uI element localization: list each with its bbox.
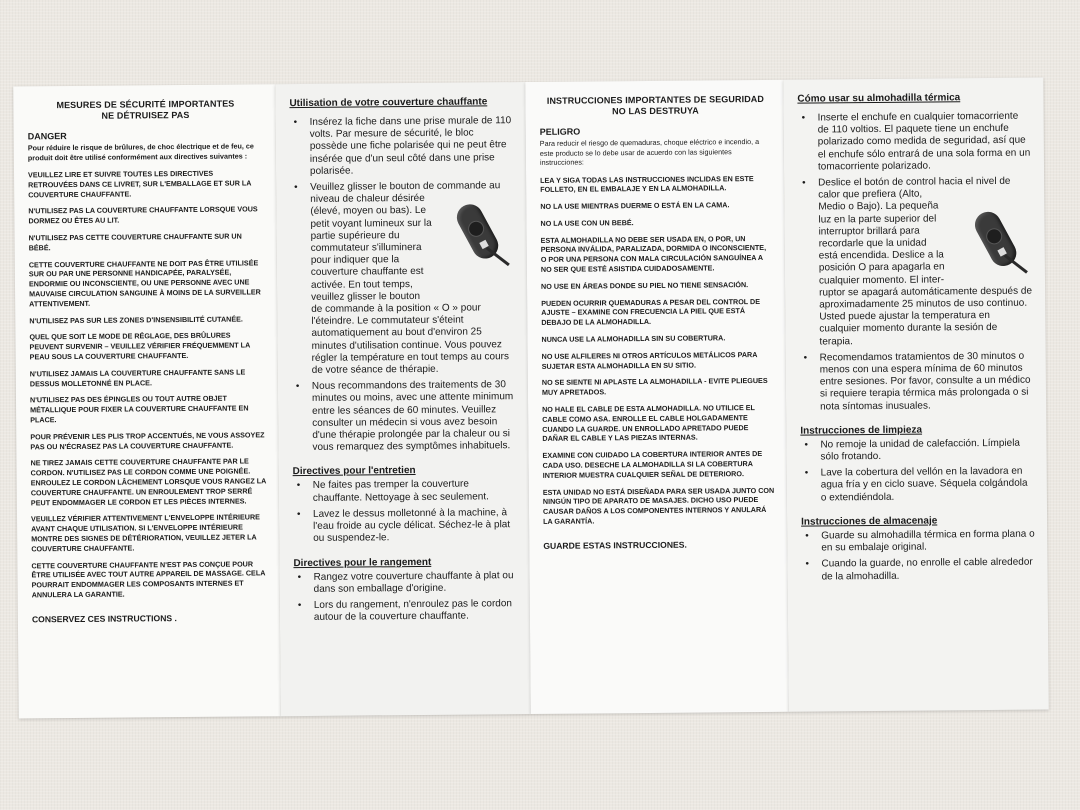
list-item: • Cuando la guarde, no enrolle el cable alrededor de la almohadilla. <box>801 557 1035 583</box>
safety-item: N'UTILISEZ JAMAIS LA COUVERTURE CHAUFFANTE SANS LE DESSUS MOLLETONNÉ EN PLACE. <box>29 367 246 388</box>
safety-closing: CONSERVEZ CES INSTRUCTIONS . <box>31 612 177 625</box>
storage-list <box>294 570 518 625</box>
list-item: • Inserte el enchufe en cualquier tomacorriente de 110 voltios. El paquete tiene un enchufe polarizado como medida de seguridad, así que el enchufe sólo entrará de una sola forma en un tomacorriente polarizado. <box>798 111 1033 174</box>
usage-list <box>798 111 1035 414</box>
safety-item: NUNCA USE LA ALMOHADILLA SIN SU COBERTURA. <box>541 333 726 344</box>
danger-label: DANGER <box>27 131 67 142</box>
safety-item: ESTA ALMOHADILLA NO DEBE SER USADA EN, O POR, UN PERSONA INVÁLIDA, PARALIZADA, DORMIDA O INCONSCIENTE, O POR UNA PERSONA CON MALA CIRCULACIÓN SANGUÍNEA A NO SER QUE ESTÉ ASISTIDA CUIDADOSAMENTE. <box>540 233 767 274</box>
safety-item: N'UTILISEZ PAS CETTE COUVERTURE CHAUFFANTE SUR UN BÉBÉ. <box>28 231 242 253</box>
list-item: • Guarde su almohadilla térmica en forma plana o en su embalaje original. <box>801 528 1035 554</box>
safety-item: VEUILLEZ LIRE ET SUIVRE TOUTES LES DIRECTIVES RETROUVÉES DANS CE LIVRET, SUR L'EMBALLAGE ET SUR LA COUVERTURE CHAUFFANTE. <box>27 168 252 199</box>
safety-item: N'UTILISEZ PAS DES ÉPINGLES OU TOUT AUTRE OBJET MÉTALLIQUE POUR FIXER LA COUVERTURE CHAUFFANTE EN PLACE. <box>29 393 249 425</box>
list-item: • Deslice el botón de control hacia el nivel de calor que prefiera (Alto, Medio o Bajo). La pequeña luz en la parte superior del interruptor brillará para recordarle que la unidad está encendida. Deslice a la posición O para apagarla en cualquier momento. El inter- ruptor se apagará automáticamente después de aproximadamente 25 minutos de uso continuo. Usted puede ajustar la temperatura en cualquier momento durante la sesión de terapia. <box>798 176 1033 349</box>
safety-item: NO HALE EL CABLE DE ESTA ALMOHADILLA. NO UTILICE EL CABLE COMO ASA. ENROLLE EL CABLE HOLGADAMENTE CUANDO LA GUARDE. UN ENROLLADO APRETADO PUEDE DAÑAR EL CABLE Y LAS PIEZAS INTERNAS. <box>542 403 755 444</box>
safety-title-fr: MESURES DE SÉCURITÉ IMPORTANTES NE DÉTRUISEZ PAS <box>56 98 235 121</box>
safety-item: PUEDEN OCURRIR QUEMADURAS A PESAR DEL CONTROL DE AJUSTE – EXAMINE CON FRECUENCIA LA PIEL QUE ESTÁ DEBAJO DE LA ALMOHADILLA. <box>541 296 761 328</box>
safety-item: VEUILLEZ VÉRIFIER ATTENTIVEMENT L'ENVELOPPE INTÉRIEURE AVANT CHAQUE UTILISATION. SI L'ENVELOPPE INTÉRIEURE MONTRE DES SIGNES DE DÉTÉRIORATION, VEUILLEZ JETER LA COUVERTURE CHAUFFANTE. <box>30 512 261 554</box>
storage-title-fr: Directives pour le rangement <box>293 556 432 569</box>
safety-item: CETTE COUVERTURE CHAUFFANTE NE DOIT PAS ÊTRE UTILISÉE SUR OU PAR UNE PERSONNE HANDICAPÉE, PARALYSÉE, ENDORMIE OU INCONSCIENTE, OU UNE PERSONNE AVEC UNE MAUVAISE CIRCULATION SANGUINE À MOINS DE LA SURVEILLER ATTENTIVEMENT. <box>28 257 261 309</box>
safety-item: NE TIREZ JAMAIS CETTE COUVERTURE CHAUFFANTE PAR LE CORDON. N'UTILISEZ PAS LE CORDON COMME UNE POIGNÉE. ENROULEZ LE CORDON LÂCHEMENT LORSQUE VOUS RANGEZ LA COUVERTURE CHAUFFANTE. UN ENROULEMENT TROP SERRÉ PEUT ENDOMMAGER LE CORDON ET LES PIÈCES INTERNES. <box>30 456 267 507</box>
storage-list <box>801 528 1035 583</box>
list-item: • No remoje la unidad de calefacción. Límpiela sólo frotando. <box>800 437 1034 463</box>
list-item: • Lors du rangement, n'enroulez pas le cordon autour de la couverture chauffante. <box>294 598 518 624</box>
care-list <box>800 437 1035 504</box>
safety-item: NO LA USE CON UN BEBÉ. <box>540 217 634 228</box>
list-item: • Lave la cobertura del vellón en la lavadora en agua fría y en ciclo suave. Séquela colgándola o extendiéndola. <box>801 466 1035 505</box>
heating-pad-controller-icon <box>974 202 1033 279</box>
safety-item: EXAMINE CON CUIDADO LA COBERTURA INTERIOR ANTES DE CADA USO. DESECHE LA ALMOHADILLA SI LA COBERTURA INTERIOR MUESTRA CUALQUIER SEÑAL DE DETERIORO. <box>542 449 763 480</box>
safety-item: CETTE COUVERTURE CHAUFFANTE N'EST PAS CONÇUE POUR ÊTRE UTILISÉE AVEC TOUT AUTRE APPAREIL DE MASSAGE. CELA POURRAIT ENDOMMAGER LES COMPOSANTS INTERNES ET ANNULERA LA GARANTIE. <box>31 558 266 600</box>
panel-spanish-safety <box>525 80 789 714</box>
heating-pad-controller-icon <box>456 194 515 271</box>
usage-list <box>290 115 517 454</box>
safety-item: N'UTILISEZ PAS SUR LES ZONES D'INSENSIBILITÉ CUTANÉE. <box>29 314 243 325</box>
safety-item: N'UTILISEZ PAS LA COUVERTURE CHAUFFANTE LORSQUE VOUS DORMEZ OU ÊTES AU LIT. <box>28 204 258 226</box>
list-item: • Nous recommandons des traitements de 30 minutes ou moins, avec une attente minimum entre les séances de 60 minutes. Veuillez consulter un médecin si vous avez besoin d'une thérapie prolongée par la chaleur ou si vous remarquez des symptômes inhabituels. <box>292 379 517 454</box>
panel-french-usage <box>275 82 531 716</box>
safety-item: NO LA USE MIENTRAS DUERME O ESTÁ EN LA CAMA. <box>540 200 730 212</box>
list-item: • Rangez votre couverture chauffante à plat ou dans son emballage d'origine. <box>294 570 518 596</box>
safety-item: POUR PRÉVENIR LES PLIS TROP ACCENTUÉS, NE VOUS ASSOYEZ PAS OU N'ÉCRASEZ PAS LA COUVERTURE CHAUFFANTE. <box>30 430 265 451</box>
storage-title-es: Instrucciones de almacenaje <box>801 515 938 528</box>
safety-item: QUEL QUE SOIT LE MODE DE RÉGLAGE, DES BRÛLURES PEUVENT SURVENIR – VEUILLEZ VÉRIFIER FRÉQUEMMENT LA PEAU SOUS LA COUVERTURE CHAUFFANTE. <box>29 330 251 362</box>
safety-intro: Para reducir el riesgo de quemaduras, choque eléctrico e incendio, a este producto se lo debe usar de acuerdo con las siguientes instrucciones: <box>539 136 760 167</box>
care-list <box>293 479 518 546</box>
list-item: • Ne faites pas tremper la couverture chauffante. Nettoyage à sec seulement. <box>293 479 517 505</box>
list-item: • Lavez le dessus molletonné à la machine, à l'eau froide au cycle délicat. Séchez-le à plat ou suspendez-le. <box>293 507 517 546</box>
safety-intro: Pour réduire le risque de brûlures, de choc électrique et de feu, ce produit doit être utilisé conformément aux directives suivantes : <box>27 141 254 162</box>
list-item: • Recomendamos tratamientos de 30 minutos o menos con una espera mínima de 60 minutos entre sesiones. Por favor, consulte a un médico si requiere terapia térmica más prolongada o si nota síntomas inusuales. <box>800 350 1035 413</box>
list-item: • Veuillez glisser le bouton de commande au niveau de chaleur désirée (élevé, moyen ou bas). Le petit voyant lumineux sur la partie supérieure du commutateur s'illuminera pour indiquer que la couverture chauffante est activée. En tout temps, veuillez glisser le bouton de commande à la position « O » pour l'éteindre. Le commutateur s'éteint automatiquement au bout d'environ 25 minutes d'utilisation continue. Vous pouvez régler la température en tout temps au cours de votre séance de thérapie. <box>290 180 516 377</box>
care-title-es: Instrucciones de limpieza <box>800 424 923 437</box>
danger-label: PELIGRO <box>539 126 581 137</box>
usage-title-fr: Utilisation de votre couverture chauffante <box>289 96 488 110</box>
panel-spanish-usage <box>783 78 1049 712</box>
safety-closing: GUARDE ESTAS INSTRUCCIONES. <box>543 539 687 551</box>
instruction-leaflet <box>13 78 1048 719</box>
safety-item: LEA Y SIGA TODAS LAS INSTRUCCIONES INCLIDAS EN ESTE FOLLETO, EN EL EMBALAJE Y EN LA ALMOHADILLA. <box>540 173 754 195</box>
safety-item: ESTA UNIDAD NO ESTÁ DISEÑADA PARA SER USADA JUNTO CON NINGÚN TIPO DE APARATO DE MASAJES. DICHO USO PUEDE CAUSAR DAÑOS A LOS COMPONENTES INTERNOS Y ANULARÁ LA GARANTÍA. <box>542 485 775 526</box>
care-title-fr: Directives pour l'entretien <box>292 465 416 478</box>
safety-item: NO USE ALFILERES NI OTROS ARTÍCULOS METÁLICOS PARA SUJETAR ESTA ALMOHADILLA EN SU SITIO. <box>541 349 758 371</box>
safety-title-es: INSTRUCCIONES IMPORTANTES DE SEGURIDAD NO LAS DESTRUYA <box>546 93 765 116</box>
panel-french-safety <box>13 84 281 718</box>
safety-item: NO USE EN ÁREAS DONDE SU PIEL NO TIENE SENSACIÓN. <box>540 279 749 291</box>
list-item: • Insérez la fiche dans une prise murale de 110 volts. Par mesure de sécurité, le bloc possède une fiche polarisée qui ne peut être insérée que d'un seul côté dans une prise polarisée. <box>290 115 515 178</box>
usage-title-es: Cómo usar su almohadilla térmica <box>797 92 961 105</box>
safety-item: NO SE SIENTE NI APLASTE LA ALMOHADILLA - EVITE PLIEGUES MUY APRETADOS. <box>541 376 768 398</box>
